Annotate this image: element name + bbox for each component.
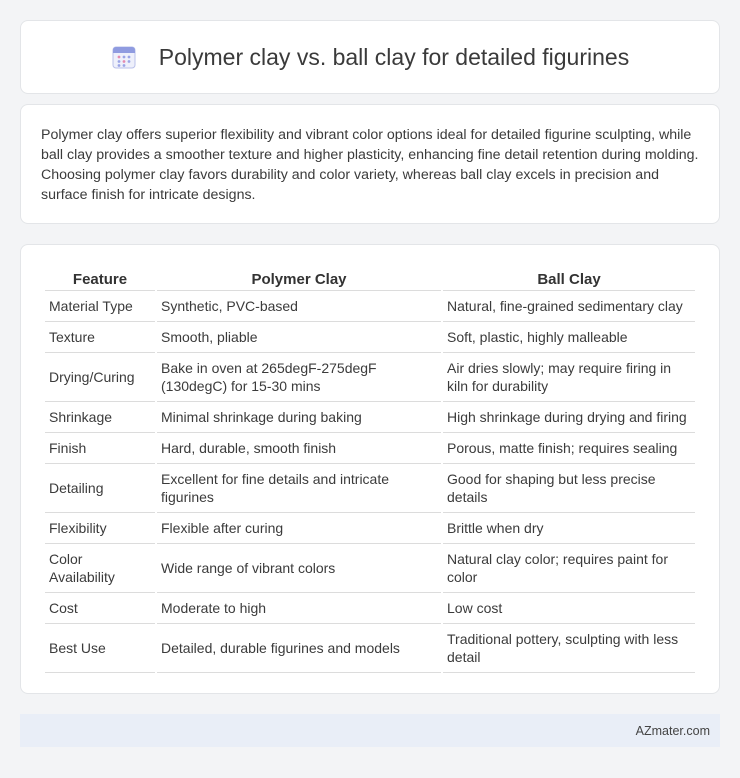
cell-polymer: Smooth, pliable (157, 322, 441, 353)
cell-ball: Good for shaping but less precise details (443, 464, 695, 513)
cell-polymer: Excellent for fine details and intricate figurines (157, 464, 441, 513)
comparison-table-card (20, 244, 720, 694)
table-row (45, 291, 695, 322)
table-row (45, 593, 695, 624)
table-row (45, 544, 695, 593)
cell-ball: Brittle when dry (443, 513, 695, 544)
table-row (45, 513, 695, 544)
table-row (45, 464, 695, 513)
cell-feature: Drying/Curing (45, 353, 155, 402)
footer (20, 714, 720, 747)
cell-polymer: Detailed, durable figurines and models (157, 624, 441, 673)
cell-polymer: Moderate to high (157, 593, 441, 624)
cell-ball: High shrinkage during drying and firing (443, 402, 695, 433)
table-row (45, 402, 695, 433)
intro-card (20, 104, 720, 224)
cell-polymer: Synthetic, PVC-based (157, 291, 441, 322)
cell-polymer: Minimal shrinkage during baking (157, 402, 441, 433)
cell-ball: Traditional pottery, sculpting with less detail (443, 624, 695, 673)
footer-brand[interactable]: AZmater.com (635, 723, 710, 738)
table-header-row (45, 265, 695, 291)
cell-feature: Color Availability (45, 544, 155, 593)
cell-polymer: Hard, durable, smooth finish (157, 433, 441, 464)
cell-ball: Low cost (443, 593, 695, 624)
cell-polymer: Wide range of vibrant colors (157, 544, 441, 593)
table-row (45, 624, 695, 673)
table-row (45, 353, 695, 402)
cell-ball: Natural, fine-grained sedimentary clay (443, 291, 695, 322)
cell-feature: Shrinkage (45, 402, 155, 433)
intro-text: Polymer clay offers superior flexibility and vibrant color options ideal for detailed figurine sculpting, while ball clay provides a smoother texture and higher plasticity, enhancing fine detail retention during molding. Choosing polymer clay favors durability and color variety, whereas ball clay excels in precision and surface finish for intricate designs. (41, 127, 699, 203)
title-card (20, 20, 720, 94)
header-ball-clay: Ball Clay (443, 265, 695, 291)
cell-ball: Air dries slowly; may require firing in kiln for durability (443, 353, 695, 402)
cell-ball: Porous, matte finish; requires sealing (443, 433, 695, 464)
cell-polymer: Flexible after curing (157, 513, 441, 544)
cell-feature: Material Type (45, 291, 155, 322)
cell-ball: Soft, plastic, highly malleable (443, 322, 695, 353)
header-polymer-clay: Polymer Clay (157, 265, 441, 291)
comparison-table (43, 265, 697, 673)
title-wrap (111, 44, 629, 71)
cell-feature: Finish (45, 433, 155, 464)
header-feature: Feature (45, 265, 155, 291)
table-row (45, 322, 695, 353)
calendar-icon (111, 44, 137, 70)
cell-feature: Cost (45, 593, 155, 624)
table-row (45, 433, 695, 464)
cell-feature: Flexibility (45, 513, 155, 544)
page-title: Polymer clay vs. ball clay for detailed figurines (158, 43, 630, 70)
cell-feature: Texture (45, 322, 155, 353)
cell-feature: Best Use (45, 624, 155, 673)
cell-polymer: Bake in oven at 265degF-275degF (130degC) for 15-30 mins (157, 353, 441, 402)
cell-feature: Detailing (45, 464, 155, 513)
cell-ball: Natural clay color; requires paint for color (443, 544, 695, 593)
